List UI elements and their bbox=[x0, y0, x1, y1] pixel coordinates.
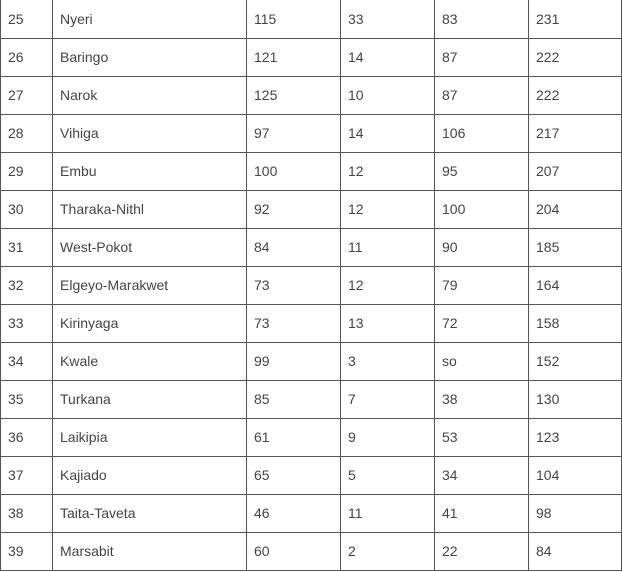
value-3-cell: 90 bbox=[435, 228, 529, 266]
value-3-cell: 79 bbox=[435, 266, 529, 304]
value-1-cell: 65 bbox=[247, 456, 341, 494]
county-cell: Tharaka-Nithl bbox=[53, 190, 247, 228]
value-3-cell: 100 bbox=[435, 190, 529, 228]
rank-cell: 33 bbox=[1, 304, 53, 342]
county-cell: Kwale bbox=[53, 342, 247, 380]
value-2-cell: 12 bbox=[341, 152, 435, 190]
total-cell: 207 bbox=[529, 152, 622, 190]
value-2-cell: 14 bbox=[341, 114, 435, 152]
total-cell: 222 bbox=[529, 76, 622, 114]
value-1-cell: 60 bbox=[247, 532, 341, 570]
value-3-cell: 53 bbox=[435, 418, 529, 456]
value-1-cell: 100 bbox=[247, 152, 341, 190]
rank-cell: 32 bbox=[1, 266, 53, 304]
rank-cell: 37 bbox=[1, 456, 53, 494]
table-row bbox=[1, 494, 622, 532]
value-1-cell: 84 bbox=[247, 228, 341, 266]
value-1-cell: 46 bbox=[247, 494, 341, 532]
rank-cell: 34 bbox=[1, 342, 53, 380]
total-cell: 231 bbox=[529, 0, 622, 38]
value-1-cell: 92 bbox=[247, 190, 341, 228]
value-1-cell: 73 bbox=[247, 304, 341, 342]
total-cell: 185 bbox=[529, 228, 622, 266]
value-1-cell: 85 bbox=[247, 380, 341, 418]
county-cell: Embu bbox=[53, 152, 247, 190]
rank-cell: 39 bbox=[1, 532, 53, 570]
county-cell: Marsabit bbox=[53, 532, 247, 570]
value-2-cell: 14 bbox=[341, 38, 435, 76]
table-row bbox=[1, 228, 622, 266]
county-cell: Narok bbox=[53, 76, 247, 114]
value-2-cell: 9 bbox=[341, 418, 435, 456]
value-2-cell: 12 bbox=[341, 190, 435, 228]
table-row bbox=[1, 76, 622, 114]
total-cell: 204 bbox=[529, 190, 622, 228]
value-2-cell: 7 bbox=[341, 380, 435, 418]
county-cell: Kirinyaga bbox=[53, 304, 247, 342]
rank-cell: 29 bbox=[1, 152, 53, 190]
county-cell: Vihiga bbox=[53, 114, 247, 152]
value-3-cell: 34 bbox=[435, 456, 529, 494]
county-cell: Nyeri bbox=[53, 0, 247, 38]
value-2-cell: 13 bbox=[341, 304, 435, 342]
value-1-cell: 99 bbox=[247, 342, 341, 380]
rank-cell: 30 bbox=[1, 190, 53, 228]
table-body bbox=[1, 0, 622, 570]
total-cell: 123 bbox=[529, 418, 622, 456]
table-row bbox=[1, 266, 622, 304]
value-3-cell: 95 bbox=[435, 152, 529, 190]
value-2-cell: 11 bbox=[341, 228, 435, 266]
county-cell: Turkana bbox=[53, 380, 247, 418]
rank-cell: 25 bbox=[1, 0, 53, 38]
rank-cell: 38 bbox=[1, 494, 53, 532]
table-row bbox=[1, 418, 622, 456]
value-1-cell: 115 bbox=[247, 0, 341, 38]
value-2-cell: 12 bbox=[341, 266, 435, 304]
rank-cell: 28 bbox=[1, 114, 53, 152]
total-cell: 104 bbox=[529, 456, 622, 494]
table-row bbox=[1, 456, 622, 494]
value-3-cell: 38 bbox=[435, 380, 529, 418]
total-cell: 164 bbox=[529, 266, 622, 304]
value-3-cell: so bbox=[435, 342, 529, 380]
table-row bbox=[1, 342, 622, 380]
county-cell: West-Pokot bbox=[53, 228, 247, 266]
value-3-cell: 83 bbox=[435, 0, 529, 38]
county-cell: Taita-Taveta bbox=[53, 494, 247, 532]
county-cell: Baringo bbox=[53, 38, 247, 76]
value-3-cell: 41 bbox=[435, 494, 529, 532]
county-cell: Elgeyo-Marakwet bbox=[53, 266, 247, 304]
county-cell: Kajiado bbox=[53, 456, 247, 494]
rank-cell: 35 bbox=[1, 380, 53, 418]
table-row bbox=[1, 532, 622, 570]
value-3-cell: 22 bbox=[435, 532, 529, 570]
value-1-cell: 125 bbox=[247, 76, 341, 114]
value-3-cell: 106 bbox=[435, 114, 529, 152]
total-cell: 217 bbox=[529, 114, 622, 152]
rank-cell: 36 bbox=[1, 418, 53, 456]
table-row bbox=[1, 38, 622, 76]
rank-cell: 26 bbox=[1, 38, 53, 76]
value-2-cell: 2 bbox=[341, 532, 435, 570]
total-cell: 130 bbox=[529, 380, 622, 418]
value-1-cell: 73 bbox=[247, 266, 341, 304]
value-1-cell: 61 bbox=[247, 418, 341, 456]
total-cell: 222 bbox=[529, 38, 622, 76]
value-3-cell: 87 bbox=[435, 76, 529, 114]
total-cell: 152 bbox=[529, 342, 622, 380]
value-2-cell: 5 bbox=[341, 456, 435, 494]
value-3-cell: 87 bbox=[435, 38, 529, 76]
total-cell: 84 bbox=[529, 532, 622, 570]
table-row bbox=[1, 304, 622, 342]
table-row bbox=[1, 114, 622, 152]
value-1-cell: 97 bbox=[247, 114, 341, 152]
value-2-cell: 33 bbox=[341, 0, 435, 38]
value-2-cell: 3 bbox=[341, 342, 435, 380]
rank-cell: 27 bbox=[1, 76, 53, 114]
table-row bbox=[1, 190, 622, 228]
rank-cell: 31 bbox=[1, 228, 53, 266]
value-3-cell: 72 bbox=[435, 304, 529, 342]
value-1-cell: 121 bbox=[247, 38, 341, 76]
table-row bbox=[1, 380, 622, 418]
table-row bbox=[1, 152, 622, 190]
table-row bbox=[1, 0, 622, 38]
total-cell: 98 bbox=[529, 494, 622, 532]
county-cell: Laikipia bbox=[53, 418, 247, 456]
value-2-cell: 11 bbox=[341, 494, 435, 532]
value-2-cell: 10 bbox=[341, 76, 435, 114]
total-cell: 158 bbox=[529, 304, 622, 342]
